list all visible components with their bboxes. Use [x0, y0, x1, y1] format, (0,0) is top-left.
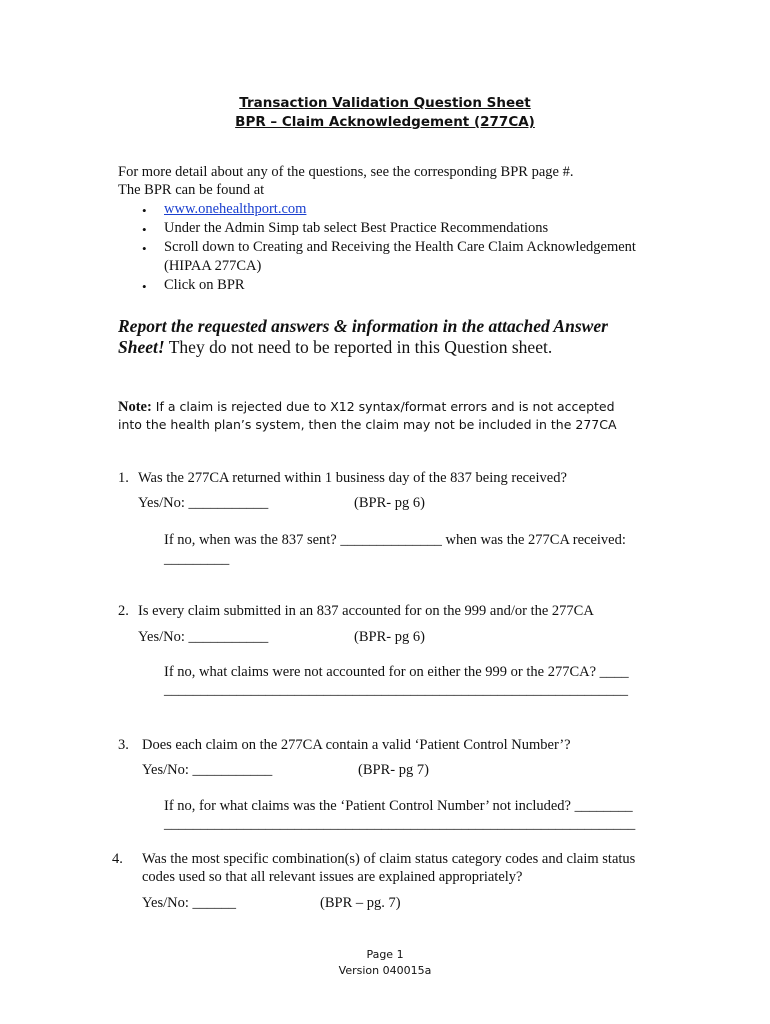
followup-blank[interactable]: _________________________________________________________________ — [164, 816, 636, 832]
note-text: If a claim is rejected due to X12 syntax/format errors and is not accepted — [151, 399, 615, 414]
followup-field[interactable]: If no, when was the 837 sent? ______________ when was the 277CA received: — [164, 532, 626, 548]
followup-blank[interactable]: _________ — [164, 551, 230, 567]
bullet-icon: • — [142, 241, 147, 256]
question-text: Was the 277CA returned within 1 business day of the 837 being received? — [138, 470, 567, 486]
page-subtitle: BPR – Claim Acknowledgement (277CA) — [235, 114, 535, 130]
note-line-1 — [118, 398, 615, 416]
list-item: Scroll down to Creating and Receiving the Health Care Claim Acknowledgement — [164, 239, 636, 255]
question-text: Does each claim on the 277CA contain a valid ‘Patient Control Number’? — [142, 737, 571, 753]
bpr-page-ref: (BPR- pg 6) — [354, 629, 425, 645]
bpr-page-ref: (BPR- pg 7) — [358, 762, 429, 778]
report-bold-sheet: Sheet! — [118, 337, 165, 357]
report-instruction-line-2 — [118, 337, 552, 358]
yes-no-field[interactable]: Yes/No: ___________ — [138, 629, 269, 645]
followup-field[interactable]: If no, for what claims was the ‘Patient Control Number’ not included? ________ — [164, 798, 633, 814]
question-number: 2. — [118, 603, 129, 619]
question-number: 1. — [118, 470, 129, 486]
yes-no-field[interactable]: Yes/No: ______ — [142, 895, 237, 911]
report-plain-text: They do not need to be reported in this Question sheet. — [164, 337, 553, 357]
version-label: Version 040015a — [338, 964, 432, 977]
question-text: Was the most specific combination(s) of claim status category codes and claim status — [142, 851, 636, 867]
question-text: Is every claim submitted in an 837 accounted for on the 999 and/or the 277CA — [138, 603, 594, 619]
page-number: Page 1 — [366, 948, 404, 961]
page-title: Transaction Validation Question Sheet — [239, 95, 531, 111]
question-number: 3. — [118, 737, 129, 753]
yes-no-field[interactable]: Yes/No: ___________ — [142, 762, 273, 778]
note-label: Note: — [118, 399, 152, 415]
yes-no-field[interactable]: Yes/No: ___________ — [138, 495, 269, 511]
intro-line-1: For more detail about any of the questions, see the corresponding BPR page #. — [118, 164, 574, 180]
bpr-page-ref: (BPR – pg. 7) — [320, 895, 401, 911]
bullet-icon: • — [142, 203, 147, 218]
bullet-icon: • — [142, 279, 147, 294]
bullet-icon: • — [142, 222, 147, 237]
note-line-2: into the health plan’s system, then the claim may not be included in the 277CA — [118, 417, 617, 432]
bpr-page-ref: (BPR- pg 6) — [354, 495, 425, 511]
report-instruction-line-1 — [118, 316, 608, 337]
report-bold-text: Report the requested answers & information in the attached Answer — [118, 316, 608, 336]
list-item: Under the Admin Simp tab select Best Practice Recommendations — [164, 220, 549, 236]
followup-field[interactable]: If no, what claims were not accounted for on either the 999 or the 277CA? ____ — [164, 664, 629, 680]
list-item: Click on BPR — [164, 277, 245, 293]
intro-line-2: The BPR can be found at — [118, 182, 265, 198]
list-item-continued: (HIPAA 277CA) — [164, 258, 262, 274]
question-text-continued: codes used so that all relevant issues are explained appropriately? — [142, 869, 523, 885]
followup-blank[interactable]: ________________________________________________________________ — [164, 682, 628, 698]
question-number: 4. — [112, 851, 123, 867]
onehealthport-link[interactable]: www.onehealthport.com — [164, 201, 307, 217]
